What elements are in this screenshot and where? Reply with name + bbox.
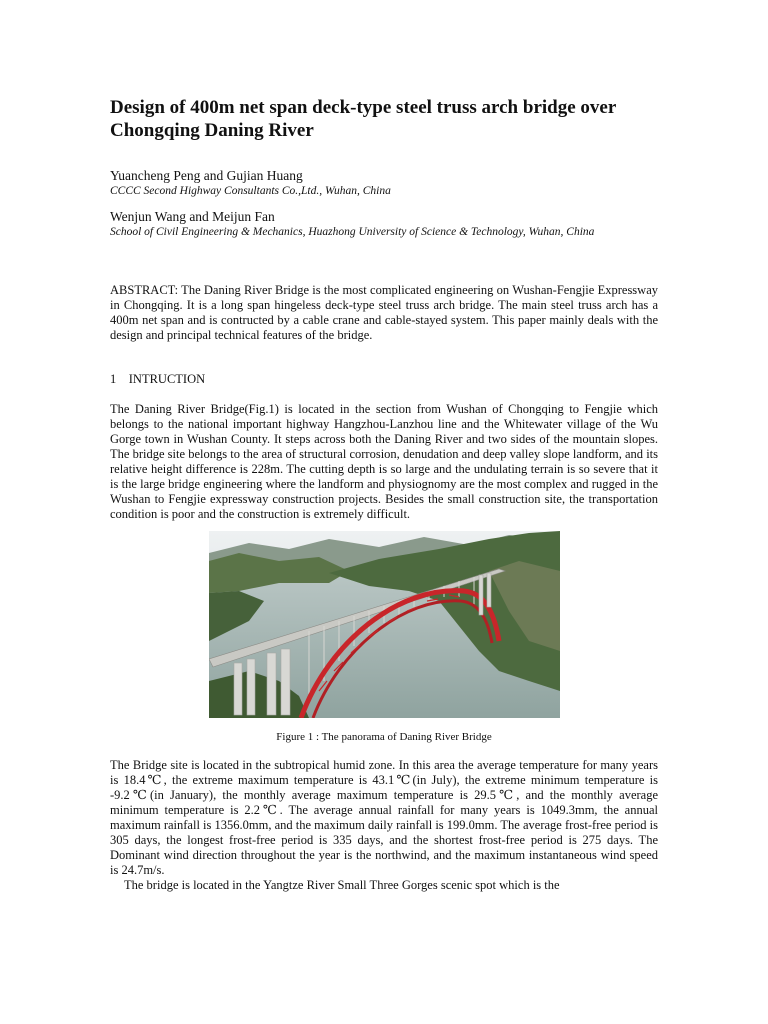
affiliation-2: School of Civil Engineering & Mechanics, Huazhong University of Science & Technology, Wuhan, China	[110, 226, 595, 238]
intro-paragraph: The Daning River Bridge(Fig.1) is located in the section from Wushan of Chongqing to Fengjie which belongs to the national important highway Hangzhou-Lanzhou line and the Whitewater village of the Wu Gorge town in Wushan County. It steps across both the Daning River and two sides of the mountain slopes. The bridge site belongs to the area of structural corrosion, denudation and deep valley slope landform, and its relative height difference is 228m. The cutting depth is so large and the undulating terrain is so severe that it is the large bridge engineering where the landform and physiognomy are the most complex and rugged in the Wushan to Fengjie expressway construction projects. Besides the small construction site, the transportation condition is poor and the construction is extremely difficult.	[110, 402, 658, 521]
author-group-1: Yuancheng Peng and Gujian Huang	[110, 168, 303, 183]
figure-1	[110, 531, 658, 744]
section-heading: 1 INTRUCTION	[110, 372, 206, 386]
affiliation-1: CCCC Second Highway Consultants Co.,Ltd., Wuhan, China	[110, 185, 391, 197]
author-group-2: Wenjun Wang and Meijun Fan	[110, 209, 275, 224]
bridge-photo	[209, 531, 560, 718]
paper-title: Design of 400m net span deck-type steel truss arch bridge over Chongqing Daning River	[110, 97, 616, 141]
scenic-spot-line: The bridge is located in the Yangtze River Small Three Gorges scenic spot which is the	[124, 878, 560, 892]
paper-page	[110, 96, 658, 893]
abstract: ABSTRACT: The Daning River Bridge is the most complicated engineering on Wushan-Fengjie Expressway in Chongqing. It is a long span hingeless deck-type steel truss arch bridge. The main steel truss arch has a 400m net span and is contructed by a cable crane and cable-stayed system. This paper mainly deals with the design and principal technical features of the bridge.	[110, 283, 658, 342]
climate-paragraph: The Bridge site is located in the subtropical humid zone. In this area the average temperature for many years is 18.4℃, the extreme maximum temperature is 43.1℃(in July), the extreme minimum temperature is -9.2℃(in January), the monthly average maximum temperature is 29.5℃, and the monthly average minimum temperature is 2.2℃. The average annual rainfall for many years is 1049.3mm, the annual maximum rainfall is 1356.0mm, and the maximum daily rainfall is 199.0mm. The average frost-free period is 305 days, the longest frost-free period is 335 days, and the shortest frost-free period is 275 days. The Dominant wind direction throughout the year is the northwind, and the maximum instantaneous wind speed is 24.7m/s.	[110, 758, 658, 877]
figure-caption: Figure 1 : The panorama of Daning River Bridge	[276, 731, 492, 743]
